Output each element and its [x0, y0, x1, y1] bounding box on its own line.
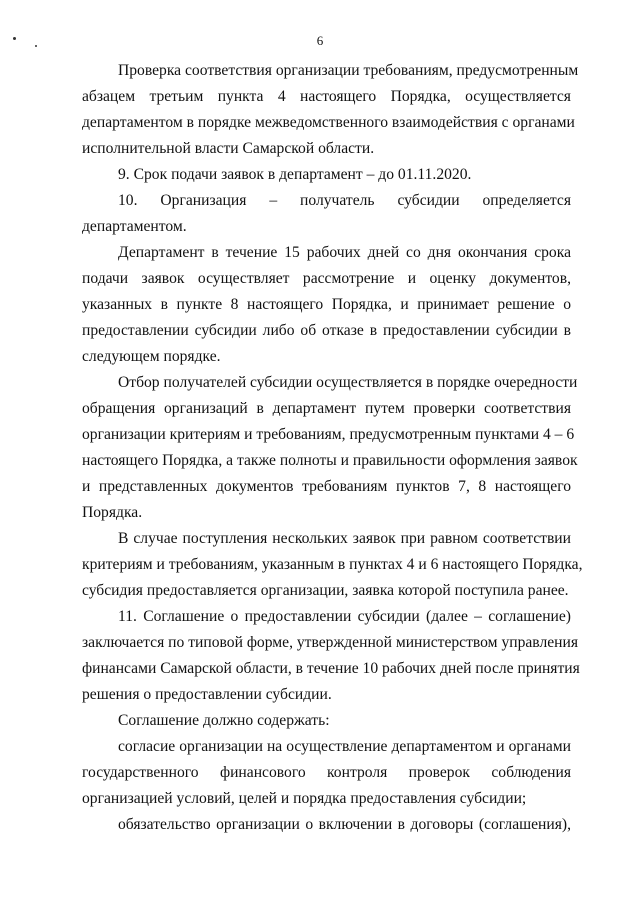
paragraph-text-line: исполнительной власти Самарской области. — [82, 140, 375, 157]
paragraph-text-line: Отбор получателей субсидии осуществляется в порядке очередности — [118, 374, 578, 391]
scan-speck — [35, 45, 37, 47]
paragraph-text-line: организации критериям и требованиям, предусмотренным пунктами 4 – 6 — [82, 426, 575, 443]
paragraph-text-line: следующем порядке. — [82, 348, 221, 365]
paragraph-text-line: и представленных документов требованиям пунктов 7, 8 настоящего — [82, 478, 571, 495]
paragraph-text-line: обязательство организации о включении в договоры (соглашения), — [118, 816, 571, 833]
paragraph-text-line: 11. Соглашение о предоставлении субсидии (далее – соглашение) — [118, 608, 571, 625]
paragraph-text-line: субсидия предоставляется организации, заявка которой поступила ранее. — [82, 582, 569, 599]
paragraph-text-line: 9. Срок подачи заявок в департамент – до 01.11.2020. — [118, 166, 472, 183]
scan-speck — [13, 37, 16, 40]
paragraph-text-line: настоящего Порядка, а также полноты и правильности оформления заявок — [82, 452, 578, 469]
paragraph-text-line: департаментом. — [82, 218, 187, 235]
paragraph-text-line: Порядка. — [82, 504, 143, 521]
paragraph-text-line: критериям и требованиям, указанным в пунктах 4 и 6 настоящего Порядка, — [82, 556, 583, 573]
paragraph-text-line: согласие организации на осуществление департаментом и органами — [118, 738, 571, 755]
paragraph-text-line: Проверка соответствия организации требованиям, предусмотренным — [118, 62, 579, 79]
paragraph-text-line: финансами Самарской области, в течение 10 рабочих дней после принятия — [82, 660, 580, 677]
paragraph-text-line: указанных в пункте 8 настоящего Порядка, и принимает решение о — [82, 296, 571, 313]
page-number: 6 — [316, 33, 324, 48]
paragraph-text-line: 10. Организация – получатель субсидии определяется — [118, 192, 571, 209]
paragraph-text-line: абзацем третьим пункта 4 настоящего Порядка, осуществляется — [82, 88, 571, 105]
paragraph-text-line: заключается по типовой форме, утвержденной министерством управления — [82, 634, 579, 651]
paragraph-text-line: обращения организаций в департамент путем проверки соответствия — [82, 400, 571, 417]
paragraph-text-line: Департамент в течение 15 рабочих дней со дня окончания срока — [118, 244, 571, 261]
paragraph-text-line: государственного финансового контроля проверок соблюдения — [82, 764, 571, 781]
paragraph-text-line: В случае поступления нескольких заявок при равном соответствии — [118, 530, 571, 547]
paragraph-text-line: департаментом в порядке межведомственного взаимодействия с органами — [82, 114, 575, 131]
paragraph-text-line: подачи заявок осуществляет рассмотрение и оценку документов, — [82, 270, 571, 287]
paragraph-text-line: предоставлении субсидии либо об отказе в предоставлении субсидии в — [82, 322, 571, 339]
paragraph-text-line: организацией условий, целей и порядка предоставления субсидии; — [82, 790, 527, 807]
paragraph-text-line: Соглашение должно содержать: — [118, 712, 330, 729]
paragraph-text-line: решения о предоставлении субсидии. — [82, 686, 332, 703]
